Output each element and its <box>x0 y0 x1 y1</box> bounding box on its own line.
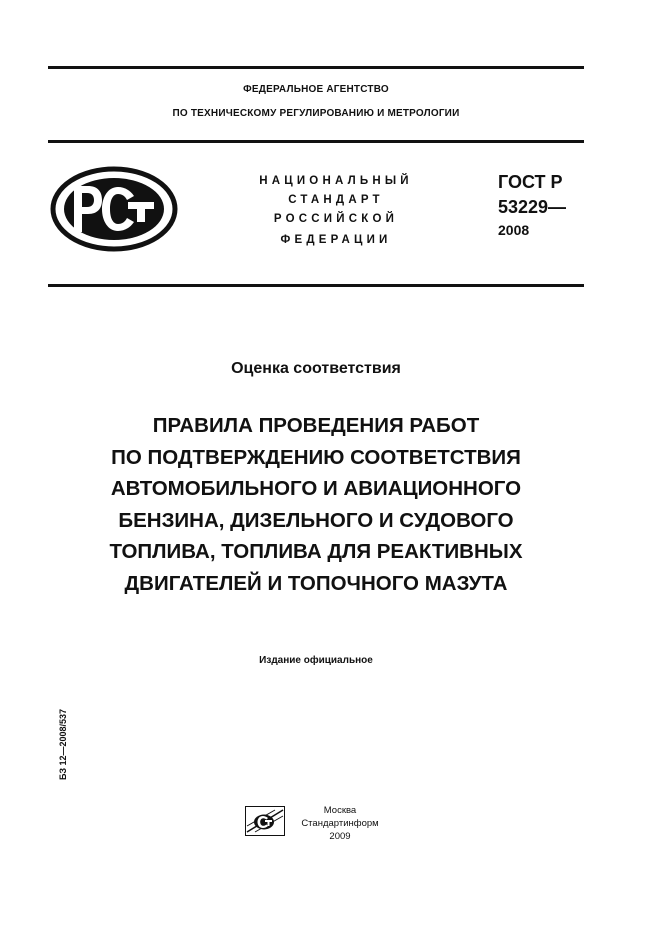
title-line: АВТОМОБИЛЬНОГО И АВИАЦИОННОГО <box>110 477 522 500</box>
rst-logo-icon <box>50 166 178 252</box>
agency-name-line-1: ФЕДЕРАЛЬНОЕ АГЕНТСТВО <box>243 84 389 95</box>
header-rule <box>48 140 584 143</box>
standard-type-line-2: СТАНДАРТ <box>288 194 384 206</box>
document-subtitle: Оценка соответствия <box>231 360 401 377</box>
publisher-name: Стандартинформ <box>301 818 379 829</box>
publication-year: 2009 <box>329 831 351 842</box>
edition-note: Издание официальное <box>259 655 373 666</box>
gost-prefix: ГОСТ Р <box>498 172 563 192</box>
standartinform-logo-icon <box>245 806 285 836</box>
title-line: ТОПЛИВА, ТОПЛИВА ДЛЯ РЕАКТИВНЫХ <box>109 540 523 563</box>
standard-type-line-1: НАЦИОНАЛЬНЫЙ <box>259 175 413 187</box>
publisher-city: Москва <box>323 805 357 816</box>
title-line: ПО ПОДТВЕРЖДЕНИЮ СООТВЕТСТВИЯ <box>111 445 521 469</box>
title-line: БЕНЗИНА, ДИЗЕЛЬНОГО И СУДОВОГО <box>118 508 514 532</box>
document-title <box>48 410 584 599</box>
header-bottom-rule <box>48 284 584 287</box>
gost-number: 53229— <box>498 197 567 217</box>
standard-type-line-4: ФЕДЕРАЦИИ <box>280 234 392 246</box>
publisher-imprint <box>290 804 390 843</box>
title-line: ДВИГАТЕЛЕЙ И ТОПОЧНОГО МАЗУТА <box>124 571 508 595</box>
gost-year: 2008 <box>498 222 530 238</box>
agency-name-line-2: ПО ТЕХНИЧЕСКОМУ РЕГУЛИРОВАНИЮ И МЕТРОЛОГИИ <box>172 108 460 119</box>
top-rule <box>48 66 584 69</box>
side-catalog-code: БЗ 12—2008/537 <box>58 708 68 780</box>
gost-designation <box>498 170 566 240</box>
standard-type-line-3: РОССИЙСКОЙ <box>273 213 399 225</box>
title-line: ПРАВИЛА ПРОВЕДЕНИЯ РАБОТ <box>152 414 480 437</box>
